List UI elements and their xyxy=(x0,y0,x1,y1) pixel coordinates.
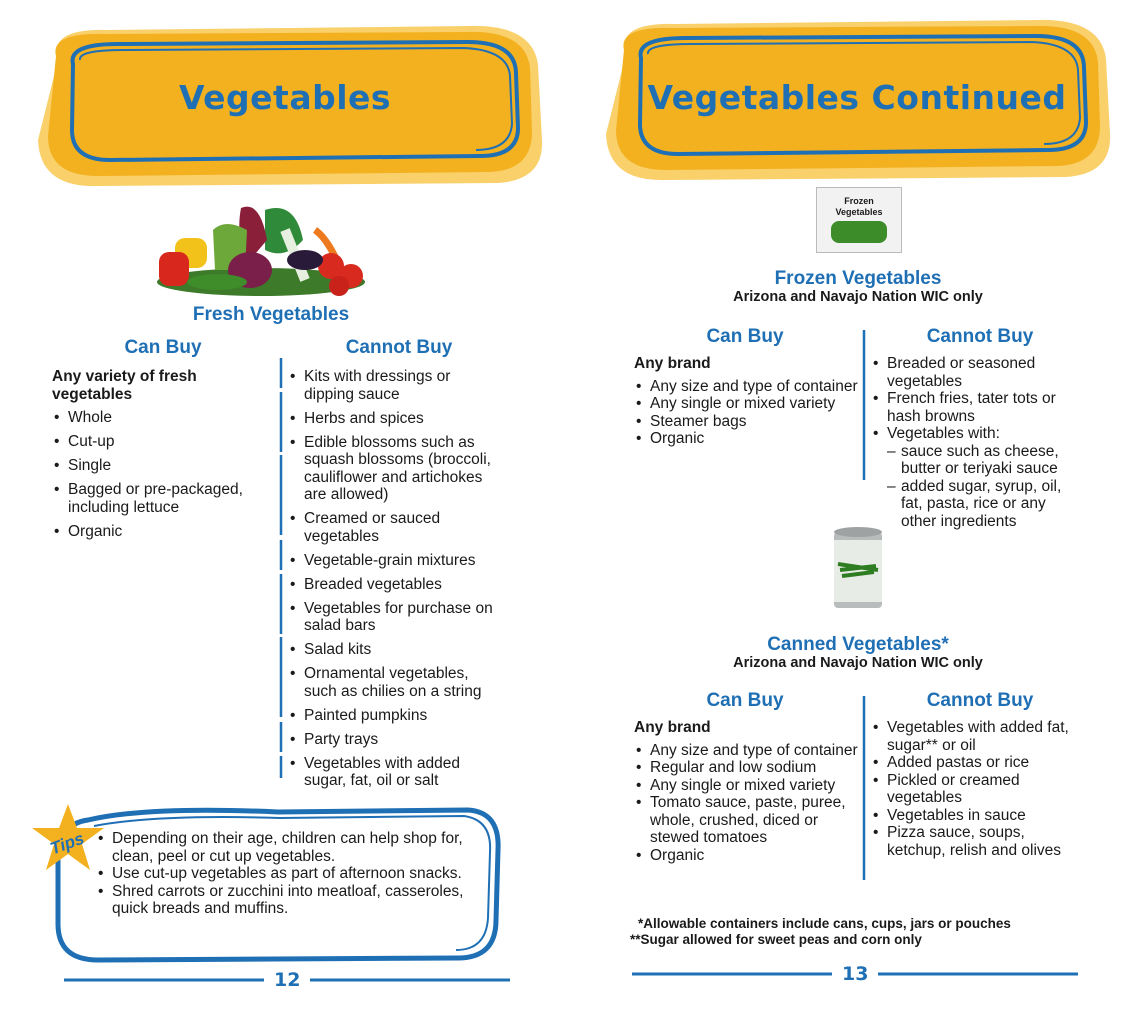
list-item: • Shred carrots or zucchini into meatloaf, casseroles, quick breads and muffins. xyxy=(96,883,496,918)
left-banner xyxy=(28,20,548,190)
list-item: • Organic xyxy=(52,523,272,541)
list-item: • Vegetables with added sugar, fat, oil or salt xyxy=(288,755,503,790)
list-item: • Depending on their age, children can help shop for, clean, peel or cut up vegetables. xyxy=(96,830,496,865)
list-item: • Breaded vegetables xyxy=(288,576,503,594)
list-item: • Breaded or seasoned vegetables xyxy=(871,355,1081,390)
canned-cannot-buy-heading: Cannot Buy xyxy=(926,690,1034,711)
list-item: • Regular and low sodium xyxy=(634,759,860,777)
canned-can-buy-heading: Can Buy xyxy=(706,690,784,711)
frozen-title: Frozen Vegetables xyxy=(774,268,942,289)
list-item: • Vegetables with added fat, sugar** or oil xyxy=(871,719,1081,754)
frozen-can-buy-intro: Any brand xyxy=(634,355,711,372)
list-item: • Vegetables in sauce xyxy=(871,807,1081,825)
frozen-note: Arizona and Navajo Nation WIC only xyxy=(733,289,983,305)
list-subitem: – added sugar, syrup, oil, fat, pasta, rice or any other ingredients xyxy=(871,478,1081,531)
list-item: • French fries, tater tots or hash browns xyxy=(871,390,1081,425)
footnote-containers: *Allowable containers include cans, cups, jars or pouches xyxy=(638,916,1011,931)
right-banner xyxy=(596,14,1116,184)
list-item: • Ornamental vegetables, such as chilies on a string xyxy=(288,665,503,700)
vegetables-pile-icon xyxy=(155,200,367,298)
list-item: • Use cut-up vegetables as part of afternoon snacks. xyxy=(96,865,496,883)
list-item: • Vegetables with: xyxy=(871,425,1081,443)
frozen-cannot-buy-items xyxy=(871,355,1081,530)
fresh-cannot-buy-heading: Cannot Buy xyxy=(345,337,453,358)
fresh-cannot-buy-list xyxy=(288,368,503,796)
list-item: • Steamer bags xyxy=(634,413,858,431)
list-item: • Edible blossoms such as squash blossoms (broccoli, cauliflower and artichokes are allowed) xyxy=(288,434,503,504)
list-item: • Whole xyxy=(52,409,272,427)
list-item: • Pizza sauce, soups, ketchup, relish and olives xyxy=(871,824,1081,859)
fresh-cannot-buy-items xyxy=(288,368,503,790)
page-title-left: Vegetables xyxy=(178,78,392,117)
fresh-can-buy-items xyxy=(52,409,272,540)
column-divider xyxy=(278,358,284,778)
frozen-can-buy-heading: Can Buy xyxy=(706,326,784,347)
column-divider xyxy=(861,696,867,880)
list-item: • Cut-up xyxy=(52,433,272,451)
list-item: • Vegetables for purchase on salad bars xyxy=(288,600,503,635)
canned-can-buy-intro: Any brand xyxy=(634,719,711,736)
list-subitem: – sauce such as cheese, butter or teriyaki sauce xyxy=(871,443,1081,478)
tips-badge: Tips xyxy=(47,828,87,859)
canned-note: Arizona and Navajo Nation WIC only xyxy=(733,655,983,671)
page-number-right: 13 xyxy=(842,963,869,985)
list-item: • Creamed or sauced vegetables xyxy=(288,510,503,545)
frozen-can-buy-items xyxy=(634,378,858,448)
canned-can-buy-list xyxy=(634,719,860,864)
footnote-sugar: **Sugar allowed for sweet peas and corn only xyxy=(630,932,922,947)
frozen-package-icon xyxy=(816,187,902,253)
canned-cannot-buy-items xyxy=(871,719,1081,859)
fresh-vegetables-title: Fresh Vegetables xyxy=(192,304,350,325)
canned-title: Canned Vegetables* xyxy=(767,634,949,655)
list-item: • Salad kits xyxy=(288,641,503,659)
list-item: • Herbs and spices xyxy=(288,410,503,428)
list-item: • Organic xyxy=(634,430,858,448)
list-item: • Any size and type of container xyxy=(634,378,858,396)
column-divider xyxy=(861,330,867,480)
list-item: • Bagged or pre-packaged, including lettuce xyxy=(52,481,272,516)
fresh-can-buy-heading: Can Buy xyxy=(124,337,202,358)
list-item: • Single xyxy=(52,457,272,475)
list-item: • Vegetable-grain mixtures xyxy=(288,552,503,570)
page-number-left: 12 xyxy=(274,969,301,991)
list-item: • Painted pumpkins xyxy=(288,707,503,725)
list-item: • Party trays xyxy=(288,731,503,749)
fresh-can-buy-list xyxy=(52,368,272,547)
frozen-cannot-buy-list xyxy=(871,355,1081,530)
list-item: • Pickled or creamed vegetables xyxy=(871,772,1081,807)
canned-cannot-buy-list xyxy=(871,719,1081,859)
frozen-package-label: Frozen Vegetables xyxy=(835,196,883,217)
list-item: • Tomato sauce, paste, puree, whole, crushed, diced or stewed tomatoes xyxy=(634,794,860,847)
fresh-can-buy-intro: Any variety of fresh vegetables xyxy=(52,368,197,403)
frozen-cannot-buy-heading: Cannot Buy xyxy=(926,326,1034,347)
list-item: • Any size and type of container xyxy=(634,742,860,760)
frozen-can-buy-list xyxy=(634,355,858,448)
page-title-right: Vegetables Continued xyxy=(647,78,1067,117)
list-item: • Organic xyxy=(634,847,860,865)
list-item: • Added pastas or rice xyxy=(871,754,1081,772)
tips-list xyxy=(96,830,496,918)
canned-can-buy-items xyxy=(634,742,860,865)
canned-green-beans-icon xyxy=(832,526,884,612)
list-item: • Any single or mixed variety xyxy=(634,395,858,413)
list-item: • Any single or mixed variety xyxy=(634,777,860,795)
list-item: • Kits with dressings or dipping sauce xyxy=(288,368,503,403)
